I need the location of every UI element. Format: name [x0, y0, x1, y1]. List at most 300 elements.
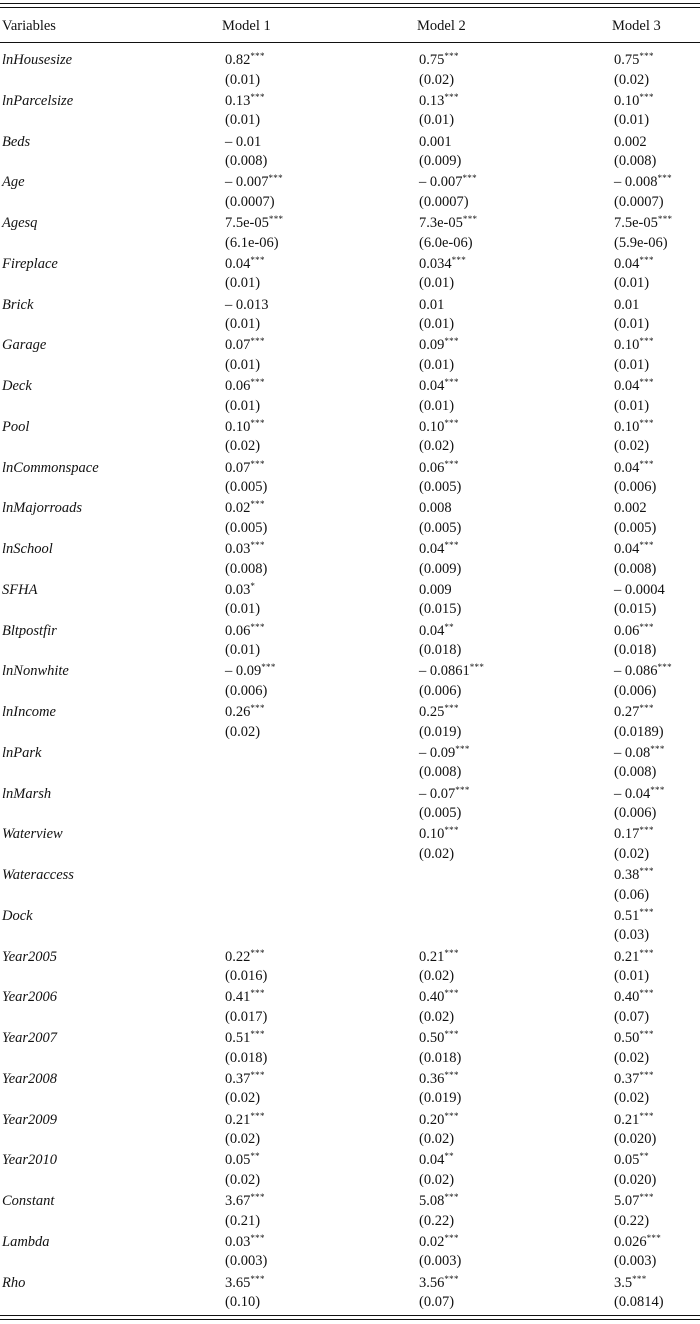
coef-value: – 0.07 [419, 785, 456, 802]
std-error-model-1: (0.10) [225, 1294, 261, 1310]
coef-model-2 [419, 1029, 459, 1047]
coef-value: 0.002 [614, 133, 647, 150]
row-variable: Garage [2, 337, 47, 354]
coef-model-1 [225, 133, 261, 151]
coef-model-1 [225, 214, 283, 232]
std-error-model-2: (0.02) [419, 845, 455, 862]
coef-model-3 [614, 499, 647, 517]
coef-model-3 [614, 581, 665, 599]
coef-value: 0.37 [614, 1070, 640, 1087]
header-model-1: Model 1 [222, 18, 271, 34]
coef-value: 0.05 [225, 1152, 251, 1169]
coef-model-3 [614, 418, 654, 436]
coef-model-2 [419, 336, 459, 354]
significance-stars: *** [650, 784, 665, 795]
coef-value: 0.04 [419, 1152, 445, 1169]
coef-model-2 [419, 988, 459, 1006]
bottom-rule [0, 1315, 700, 1320]
significance-stars: *** [250, 91, 265, 102]
coef-value: 3.67 [225, 1193, 251, 1209]
coef-value: 0.41 [225, 989, 251, 1006]
std-error-model-3: (0.01) [614, 275, 650, 292]
coef-model-2 [419, 296, 444, 314]
row-variable: Year2010 [2, 1152, 58, 1169]
std-error-model-2: (0.02) [419, 968, 455, 984]
coef-model-1 [225, 1029, 265, 1047]
coef-model-1 [225, 662, 276, 680]
coef-model-2 [419, 418, 459, 436]
significance-stars: *** [250, 988, 265, 999]
significance-stars: *** [639, 336, 654, 347]
coef-value: 0.20 [419, 1111, 445, 1128]
std-error-model-3: (0.015) [614, 601, 657, 618]
significance-stars: *** [268, 173, 283, 184]
row-variable: Deck [2, 378, 32, 394]
significance-stars: *** [444, 947, 459, 958]
std-error-model-2: (0.22) [419, 1212, 455, 1229]
std-error-model-2: (0.01) [419, 316, 455, 332]
coef-value: 0.02 [225, 500, 251, 517]
std-error-model-1: (0.02) [225, 1090, 261, 1107]
std-error-model-3: (0.06) [614, 886, 650, 903]
std-error-model-2: (0.01) [419, 112, 455, 129]
coef-value: 0.03 [225, 541, 251, 557]
significance-stars: *** [444, 1110, 459, 1121]
coef-value: 0.008 [419, 500, 452, 517]
significance-stars: *** [639, 91, 654, 102]
std-error-model-1: (0.02) [225, 1171, 261, 1188]
significance-stars: *** [639, 417, 654, 428]
std-error-model-1: (0.01) [225, 356, 261, 373]
coef-value: 0.27 [614, 704, 640, 720]
coef-value: 0.21 [614, 1111, 640, 1128]
coef-value: 0.40 [419, 989, 445, 1006]
coef-value: 0.04 [225, 255, 251, 272]
row-variable: Year2009 [2, 1111, 58, 1128]
coef-value: 0.10 [614, 337, 640, 354]
coef-model-1 [225, 92, 265, 110]
significance-stars: *** [250, 51, 265, 61]
coef-value: 0.17 [614, 826, 640, 843]
coef-value: 0.82 [225, 52, 251, 68]
significance-stars: *** [250, 621, 265, 632]
coef-model-3 [614, 92, 654, 110]
coef-model-3 [614, 1111, 654, 1129]
coef-value: 0.50 [614, 1030, 640, 1046]
significance-stars: *** [639, 1069, 654, 1080]
significance-stars: *** [444, 1029, 459, 1039]
significance-stars: *** [455, 743, 470, 754]
coef-model-1 [225, 377, 265, 395]
std-error-model-1: (0.01) [225, 275, 261, 292]
row-variable: Year2006 [2, 989, 58, 1006]
coef-value: 0.009 [419, 581, 452, 598]
row-variable: Wateraccess [2, 867, 74, 883]
std-error-model-1: (0.008) [225, 153, 268, 169]
significance-stars: *** [462, 173, 477, 184]
row-variable: Beds [2, 133, 31, 150]
coef-value: 0.10 [614, 418, 640, 435]
significance-stars: *** [250, 1273, 265, 1284]
coef-model-1 [225, 703, 265, 721]
coef-model-3 [614, 255, 654, 273]
coef-value: 0.06 [614, 622, 640, 639]
std-error-model-3: (5.9e-06) [614, 234, 668, 251]
row-variable: Waterview [2, 826, 63, 843]
coef-value: – 0.09 [225, 663, 262, 680]
row-variable: lnParcelsize [2, 92, 74, 109]
coef-value: 0.75 [614, 52, 640, 68]
significance-stars: *** [250, 417, 265, 428]
coef-model-2 [419, 1233, 459, 1251]
coef-model-2 [419, 744, 470, 762]
coef-value: 0.38 [614, 867, 640, 883]
row-variable: Year2005 [2, 948, 58, 965]
std-error-model-2: (0.0007) [419, 193, 469, 210]
significance-stars: *** [250, 1069, 265, 1080]
significance-stars: *** [639, 988, 654, 999]
std-error-model-3: (0.07) [614, 1008, 650, 1025]
significance-stars: *** [639, 866, 654, 876]
significance-stars: *** [657, 662, 672, 673]
coef-value: 0.04 [419, 378, 445, 394]
coef-model-3 [614, 1029, 654, 1047]
row-variable: lnPark [2, 744, 42, 761]
coef-model-2 [419, 1070, 459, 1088]
coef-model-1 [225, 1070, 265, 1088]
significance-stars: *** [444, 1069, 459, 1080]
coef-model-1 [225, 418, 265, 436]
coef-value: – 0.09 [419, 744, 456, 761]
coef-value: 0.002 [614, 500, 647, 517]
coef-value: – 0.007 [419, 174, 463, 191]
coef-model-3 [614, 662, 672, 680]
std-error-model-1: (0.01) [225, 112, 261, 129]
row-variable: Bltpostfir [2, 622, 57, 639]
significance-stars: *** [250, 336, 265, 347]
significance-stars: *** [250, 947, 265, 958]
std-error-model-1: (0.01) [225, 71, 261, 88]
coef-value: 0.04 [614, 541, 640, 557]
coef-model-2 [419, 173, 477, 191]
coef-value: – 0.007 [225, 174, 269, 191]
coef-value: – 0.0004 [614, 581, 665, 598]
coef-value: 5.08 [419, 1193, 445, 1209]
std-error-model-1: (0.01) [225, 642, 261, 658]
coef-model-1 [225, 336, 265, 354]
std-error-model-2: (0.02) [419, 1171, 455, 1188]
significance-stars: *** [639, 1192, 654, 1202]
significance-stars: *** [444, 1232, 459, 1243]
significance-stars: *** [657, 214, 673, 224]
coef-value: 0.01 [614, 296, 640, 313]
row-variable: SFHA [2, 581, 38, 598]
coef-value: – 0.013 [225, 296, 269, 313]
coef-model-2 [419, 92, 459, 110]
coef-model-2 [419, 785, 470, 803]
coef-value: 3.65 [225, 1274, 251, 1291]
std-error-model-1: (0.006) [225, 682, 268, 699]
std-error-model-2: (0.01) [419, 275, 455, 292]
coef-model-3 [614, 703, 654, 721]
coef-value: 0.21 [614, 948, 640, 965]
significance-stars: *** [250, 254, 265, 265]
coef-value: 0.75 [419, 52, 445, 68]
significance-stars: *** [444, 703, 459, 713]
coef-value: 0.06 [419, 459, 445, 476]
coef-model-1 [225, 173, 283, 191]
std-error-model-2: (0.015) [419, 601, 462, 618]
significance-stars: *** [250, 377, 265, 387]
std-error-model-2: (0.005) [419, 805, 462, 821]
significance-stars: *** [639, 377, 654, 387]
coef-model-3 [614, 622, 654, 640]
coef-value: 0.21 [419, 948, 445, 965]
significance-stars: ** [250, 1151, 260, 1162]
coef-model-3 [614, 907, 654, 925]
std-error-model-2: (0.01) [419, 356, 455, 373]
std-error-model-2: (0.02) [419, 71, 455, 88]
std-error-model-3: (0.008) [614, 153, 657, 169]
std-error-model-1: (0.21) [225, 1212, 261, 1229]
std-error-model-3: (0.003) [614, 1253, 657, 1270]
significance-stars: *** [444, 417, 459, 428]
row-variable: Agesq [2, 215, 38, 231]
coef-value: 0.26 [225, 704, 251, 720]
significance-stars: *** [639, 1110, 654, 1121]
std-error-model-2: (0.009) [419, 560, 462, 577]
std-error-model-1: (0.0007) [225, 193, 275, 210]
coef-value: 0.06 [225, 622, 251, 639]
coef-value: 0.07 [225, 459, 251, 476]
std-error-model-3: (0.02) [614, 1090, 650, 1107]
coef-model-2 [419, 622, 454, 640]
coef-model-3 [614, 825, 654, 843]
coef-value: 0.09 [419, 337, 445, 354]
coef-value: 0.026 [614, 1233, 647, 1250]
coef-value: 0.02 [419, 1233, 445, 1250]
header-model-3: Model 3 [612, 18, 661, 34]
row-variable: lnCommonspace [2, 459, 99, 476]
std-error-model-3: (0.006) [614, 682, 657, 699]
std-error-model-1: (0.02) [225, 723, 261, 740]
row-variable: Constant [2, 1193, 55, 1209]
coef-model-2 [419, 1192, 459, 1210]
std-error-model-1: (0.01) [225, 397, 261, 414]
std-error-model-2: (0.019) [419, 1090, 462, 1107]
coef-model-1 [225, 1111, 265, 1129]
coef-value: 0.06 [225, 378, 251, 394]
coef-value: 0.21 [225, 1111, 251, 1128]
std-error-model-3: (0.018) [614, 642, 657, 658]
significance-stars: *** [250, 1192, 265, 1202]
coef-value: 0.22 [225, 948, 251, 965]
significance-stars: *** [444, 51, 459, 61]
coef-model-1 [225, 459, 265, 477]
significance-stars: *** [639, 621, 654, 632]
coef-value: 0.36 [419, 1070, 445, 1087]
significance-stars: *** [444, 377, 459, 387]
std-error-model-2: (0.008) [419, 764, 462, 781]
coef-value: – 0.086 [614, 663, 658, 680]
coef-model-1 [225, 540, 265, 558]
coef-value: 0.25 [419, 704, 445, 720]
std-error-model-3: (0.02) [614, 71, 650, 88]
coef-value: 0.10 [419, 826, 445, 843]
significance-stars: *** [444, 91, 459, 102]
std-error-model-3: (0.02) [614, 845, 650, 862]
coef-model-2 [419, 499, 452, 517]
significance-stars: *** [444, 458, 459, 469]
significance-stars: *** [261, 662, 276, 673]
significance-stars: *** [250, 703, 265, 713]
coef-model-3 [614, 948, 654, 966]
coef-value: 0.10 [225, 418, 251, 435]
std-error-model-1: (0.017) [225, 1008, 268, 1025]
significance-stars: *** [250, 1029, 265, 1039]
coef-model-1 [225, 988, 265, 1006]
coef-model-1 [225, 255, 265, 273]
coef-model-2 [419, 948, 459, 966]
std-error-model-1: (0.01) [225, 601, 261, 618]
std-error-model-2: (0.019) [419, 723, 462, 740]
coef-value: 3.5 [614, 1274, 633, 1291]
significance-stars: *** [444, 988, 459, 999]
coef-value: – 0.04 [614, 785, 651, 802]
coef-value: 0.03 [225, 1233, 251, 1250]
std-error-model-3: (0.02) [614, 438, 650, 455]
std-error-model-2: (0.02) [419, 438, 455, 455]
coef-value: 0.04 [614, 255, 640, 272]
std-error-model-2: (0.009) [419, 153, 462, 169]
significance-stars: *** [462, 214, 478, 224]
coef-model-3 [614, 785, 665, 803]
coef-value: 5.07 [614, 1193, 640, 1209]
row-variable: Year2007 [2, 1030, 58, 1046]
row-variable: Fireplace [2, 255, 58, 272]
coef-value: 0.40 [614, 989, 640, 1006]
significance-stars: ** [639, 1151, 649, 1162]
std-error-model-3: (0.020) [614, 1171, 657, 1188]
std-error-model-2: (0.005) [419, 479, 462, 495]
std-error-model-2: (0.006) [419, 682, 462, 699]
coef-model-2 [419, 662, 484, 680]
std-error-model-1: (6.1e-06) [225, 234, 279, 251]
std-error-model-3: (0.22) [614, 1212, 650, 1229]
std-error-model-1: (0.008) [225, 560, 268, 577]
significance-stars: *** [650, 743, 665, 754]
std-error-model-3: (0.0814) [614, 1294, 664, 1310]
significance-stars: *** [639, 51, 654, 61]
coef-value: 7.5e-05 [225, 215, 269, 231]
coef-value: 0.10 [419, 418, 445, 435]
coef-model-2 [419, 377, 459, 395]
coef-model-1 [225, 622, 265, 640]
coef-value: – 0.008 [614, 174, 658, 191]
row-variable: Dock [2, 907, 33, 924]
significance-stars: *** [639, 947, 654, 958]
coef-model-2 [419, 825, 459, 843]
coef-model-2 [419, 581, 452, 599]
coef-model-3 [614, 51, 654, 69]
coef-model-3 [614, 214, 672, 232]
coef-model-1 [225, 581, 255, 599]
coef-value: 0.001 [419, 133, 452, 150]
coef-model-1 [225, 499, 265, 517]
std-error-model-3: (0.01) [614, 397, 650, 414]
significance-stars: *** [250, 540, 265, 550]
coef-model-2 [419, 540, 459, 558]
coef-model-3 [614, 744, 665, 762]
coef-value: 0.51 [614, 907, 640, 924]
significance-stars: *** [646, 1232, 662, 1243]
coef-model-2 [419, 133, 452, 151]
std-error-model-1: (0.01) [225, 316, 261, 332]
std-error-model-3: (0.008) [614, 560, 657, 577]
std-error-model-2: (0.005) [419, 519, 462, 536]
coef-value: – 0.0861 [419, 663, 470, 680]
std-error-model-2: (0.01) [419, 397, 455, 414]
std-error-model-1: (0.018) [225, 1049, 268, 1066]
significance-stars: *** [444, 336, 459, 347]
significance-stars: *** [444, 540, 459, 550]
coef-model-2 [419, 459, 459, 477]
coef-model-1 [225, 1192, 265, 1210]
coef-model-3 [614, 296, 639, 314]
significance-stars: ** [444, 621, 454, 632]
coef-model-3 [614, 1274, 647, 1292]
coef-value: 0.04 [419, 622, 445, 639]
coef-value: 0.04 [419, 541, 445, 557]
coef-model-2 [419, 703, 459, 721]
top-rule [0, 3, 700, 8]
significance-stars: *** [657, 173, 672, 184]
coef-value: 0.50 [419, 1030, 445, 1046]
std-error-model-2: (0.018) [419, 1049, 462, 1066]
std-error-model-1: (0.005) [225, 479, 268, 495]
std-error-model-3: (0.01) [614, 968, 650, 984]
significance-stars: * [250, 580, 256, 591]
significance-stars: *** [639, 703, 654, 713]
std-error-model-3: (0.008) [614, 764, 657, 781]
coef-model-1 [225, 1274, 265, 1292]
coef-value: 0.04 [614, 459, 640, 476]
std-error-model-3: (0.006) [614, 479, 657, 495]
row-variable: Rho [2, 1274, 26, 1291]
coef-model-1 [225, 51, 265, 69]
coef-model-3 [614, 1192, 654, 1210]
row-variable: Age [2, 174, 25, 191]
row-variable: Year2008 [2, 1070, 58, 1087]
significance-stars: *** [639, 906, 654, 917]
significance-stars: *** [250, 1110, 265, 1121]
std-error-model-3: (0.020) [614, 1131, 657, 1147]
significance-stars: *** [639, 825, 654, 836]
std-error-model-1: (0.005) [225, 519, 268, 536]
std-error-model-2: (6.0e-06) [419, 234, 473, 251]
row-variable: lnMarsh [2, 785, 52, 802]
coef-model-3 [614, 1233, 661, 1251]
std-error-model-3: (0.03) [614, 927, 650, 944]
row-variable: Lambda [2, 1233, 50, 1250]
coef-model-3 [614, 459, 654, 477]
significance-stars: ** [444, 1151, 454, 1162]
coef-model-2 [419, 51, 459, 69]
std-error-model-3: (0.01) [614, 316, 650, 332]
row-variable: Pool [2, 418, 30, 435]
coef-model-1 [225, 948, 265, 966]
coef-value: 7.3e-05 [419, 215, 463, 231]
